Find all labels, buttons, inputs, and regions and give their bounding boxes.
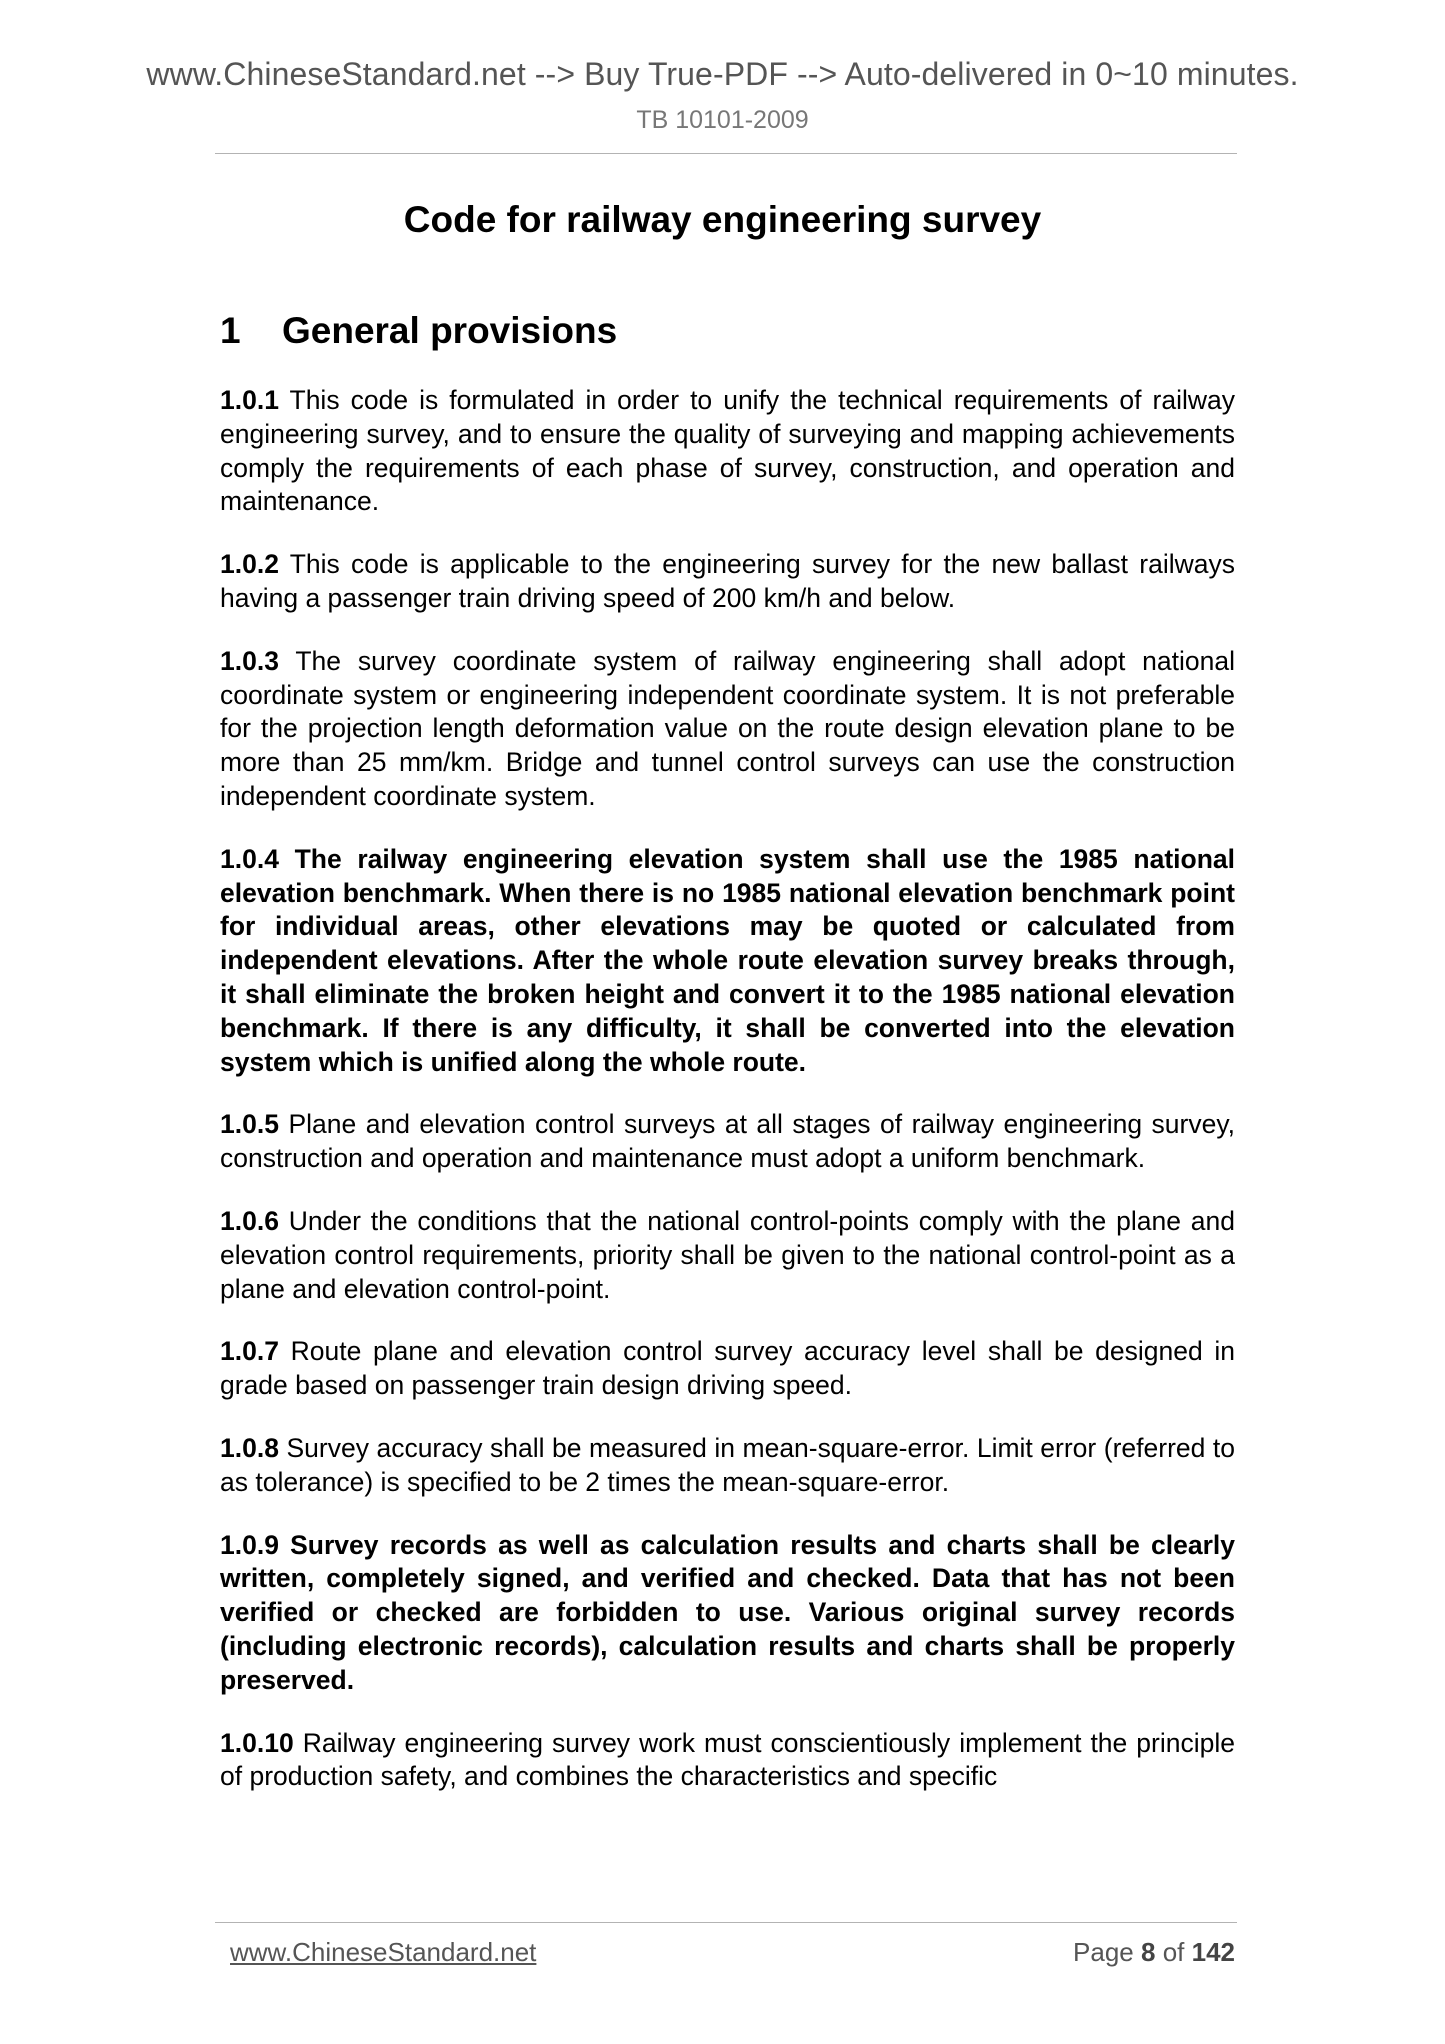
document-code: TB 10101-2009	[636, 106, 809, 134]
page-number: 8	[1140, 1937, 1156, 1967]
clause-text: Survey records as well as calculation results and charts shall be clearly written, completely signed, and verified and checked. Data that has not been verified or checked are forbidden to use. Various original survey records (including electronic records), calculation results and charts shall be properly preserved.	[220, 1529, 1235, 1695]
clause-number: 1.0.5	[220, 1109, 279, 1140]
header-divider	[215, 153, 1237, 154]
clause-1-0-6	[220, 1205, 1235, 1306]
clause-text: Route plane and elevation control survey accuracy level shall be designed in grade based on passenger train design driving speed.	[220, 1336, 1235, 1401]
clause-text: The railway engineering elevation system shall use the 1985 national elevation benchmark. When there is no 1985 national elevation benchmark point for individual areas, other elevations may be quoted or calculated from independent elevations. After the whole route elevation survey breaks through, it shall eliminate the broken height and convert it to the 1985 national elevation benchmark. If there is any difficulty, it shall be converted into the elevation system which is unified along the whole route.	[220, 843, 1235, 1077]
clause-text: This code is formulated in order to unify the technical requirements of railway engineering survey, and to ensure the quality of surveying and mapping achievements comply the requirements of each phase of survey, construction, and operation and maintenance.	[220, 385, 1235, 517]
clause-1-0-2	[220, 548, 1235, 616]
section-title: General provisions	[282, 310, 618, 351]
source-banner: www.ChineseStandard.net --> Buy True-PDF --> Auto-delivered in 0~10 minutes.	[146, 56, 1299, 92]
clause-1-0-4	[220, 843, 1235, 1080]
section-number: 1	[220, 310, 241, 351]
clause-1-0-8	[220, 1432, 1235, 1500]
clause-list	[220, 384, 1235, 1823]
clause-number: 1.0.2	[220, 549, 279, 580]
clause-1-0-3	[220, 645, 1235, 814]
clause-1-0-7	[220, 1335, 1235, 1403]
clause-text: The survey coordinate system of railway engineering shall adopt national coordinate system or engineering independent coordinate system. It is not preferable for the projection length deformation value on the route design elevation plane to be more than 25 mm/km. Bridge and tunnel control surveys can use the construction independent coordinate system.	[220, 645, 1235, 811]
document-title: Code for railway engineering survey	[403, 199, 1042, 240]
clause-1-0-10	[220, 1727, 1235, 1795]
clause-number: 1.0.7	[220, 1336, 279, 1367]
of-label: of	[1162, 1937, 1185, 1967]
footer-website-link[interactable]: www.ChineseStandard.net	[230, 1937, 537, 1967]
total-pages: 142	[1191, 1937, 1235, 1967]
page-label: Page	[1073, 1937, 1134, 1967]
clause-1-0-1	[220, 384, 1235, 519]
clause-number: 1.0.10	[220, 1727, 294, 1758]
clause-text: This code is applicable to the engineering survey for the new ballast railways having a passenger train driving speed of 200 km/h and below.	[220, 549, 1235, 613]
clause-text: Plane and elevation control surveys at all stages of railway engineering survey, construction and operation and maintenance must adopt a uniform benchmark.	[220, 1109, 1235, 1174]
clause-number: 1.0.4	[220, 843, 279, 874]
section-heading	[220, 310, 617, 352]
clause-text: Survey accuracy shall be measured in mean-square-error. Limit error (referred to as tolerance) is specified to be 2 times the mean-square-error.	[220, 1432, 1235, 1497]
clause-number: 1.0.3	[220, 645, 279, 676]
clause-1-0-5	[220, 1108, 1235, 1176]
page-indicator	[1073, 1937, 1235, 1968]
clause-number: 1.0.9	[220, 1529, 279, 1560]
clause-number: 1.0.1	[220, 385, 279, 415]
clause-number: 1.0.8	[220, 1432, 279, 1463]
footer-divider	[215, 1922, 1237, 1923]
clause-number: 1.0.6	[220, 1205, 279, 1236]
clause-text: Under the conditions that the national control-points comply with the plane and elevation control requirements, priority shall be given to the national control-point as a plane and elevation control-point.	[220, 1205, 1235, 1304]
clause-text: Railway engineering survey work must conscientiously implement the principle of production safety, and combines the characteristics and specific	[220, 1727, 1235, 1792]
clause-1-0-9	[220, 1529, 1235, 1698]
